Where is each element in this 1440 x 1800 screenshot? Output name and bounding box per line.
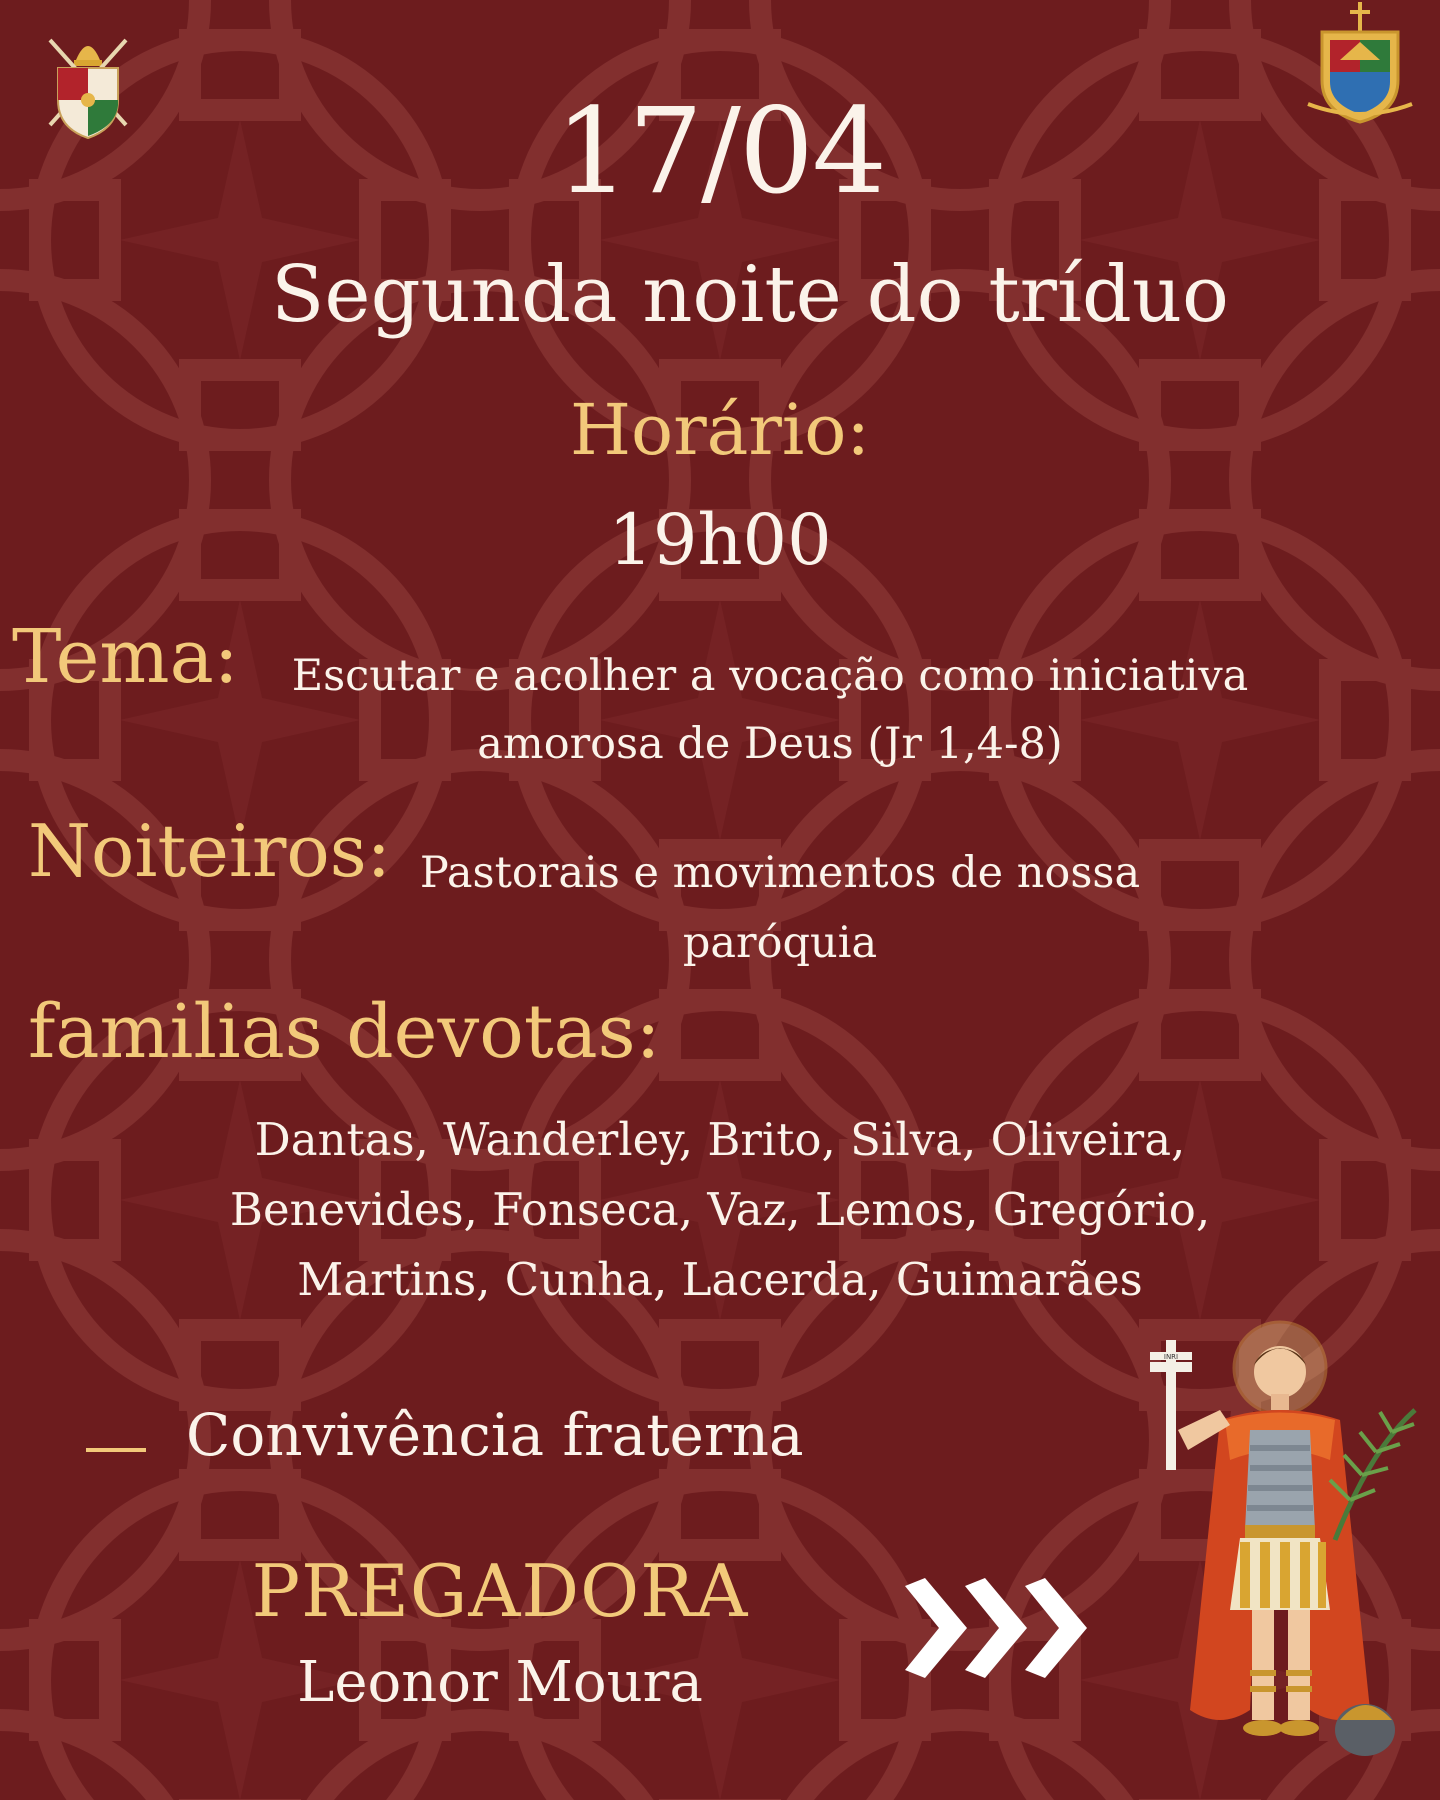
familias-label: familias devotas: [28, 989, 661, 1075]
noiteiros-label: Noiteiros: [28, 809, 391, 893]
convivencia-text: Convivência fraterna [186, 1401, 804, 1469]
event-date: 17/04 [554, 82, 886, 220]
page-title: Segunda noite do tríduo [270, 250, 1230, 340]
triple-chevron-right-icon [905, 1578, 1095, 1678]
familias-text: Dantas, Wanderley, Brito, Silva, Oliveira, Benevides, Fonseca, Vaz, Lemos, Gregório, Martins, Cunha, Lacerda, Guimarães [229, 1113, 1211, 1306]
pregadora-label: PREGADORA [251, 1549, 749, 1633]
noiteiros-text: Pastorais e movimentos de nossa paróquia [419, 848, 1141, 968]
tema-text: Escutar e acolher a vocação como iniciativa amorosa de Deus (Jr 1,4-8) [291, 651, 1249, 769]
saint-illustration [1130, 1310, 1430, 1790]
dash-divider [86, 1448, 146, 1452]
horario-label: Horário: [570, 389, 870, 471]
cross-inscription: INRI [1163, 1353, 1179, 1361]
tema-label: Tema: [12, 614, 239, 700]
pregadora-name: Leonor Moura [297, 1650, 703, 1715]
horario-value: 19h00 [608, 499, 832, 581]
